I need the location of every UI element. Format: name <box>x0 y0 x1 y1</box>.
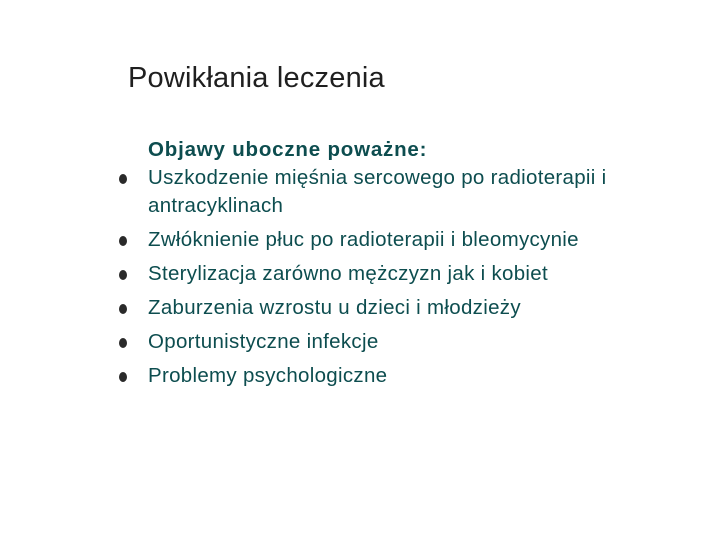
list-item-text: Sterylizacja zarówno mężczyzn jak i kobiet <box>148 262 548 285</box>
content-heading: Objawy uboczne poważne: <box>148 138 428 161</box>
bullet-icon <box>119 338 127 348</box>
slide-title: Powikłania leczenia <box>128 62 385 94</box>
bullet-icon <box>119 304 127 314</box>
list-item <box>148 362 708 390</box>
list-item <box>148 328 708 356</box>
list-item-text: Problemy psychologiczne <box>148 364 388 387</box>
list-item-text: Zaburzenia wzrostu u dzieci i młodzieży <box>148 296 521 319</box>
bullet-list <box>148 164 708 390</box>
list-item-text: Zwłóknienie płuc po radioterapii i bleomycynie <box>148 228 579 251</box>
list-item <box>148 260 708 288</box>
bullet-icon <box>119 174 127 184</box>
bullet-icon <box>119 372 127 382</box>
list-item-text: Oportunistyczne infekcje <box>148 330 379 353</box>
bullet-icon <box>119 236 127 246</box>
list-item <box>148 226 708 254</box>
slide-content <box>148 136 708 390</box>
list-item-text: Uszkodzenie mięśnia sercowego po radioterapii i antracyklinach <box>148 166 607 217</box>
list-item <box>148 294 708 322</box>
list-item <box>148 164 708 220</box>
bullet-icon <box>119 270 127 280</box>
